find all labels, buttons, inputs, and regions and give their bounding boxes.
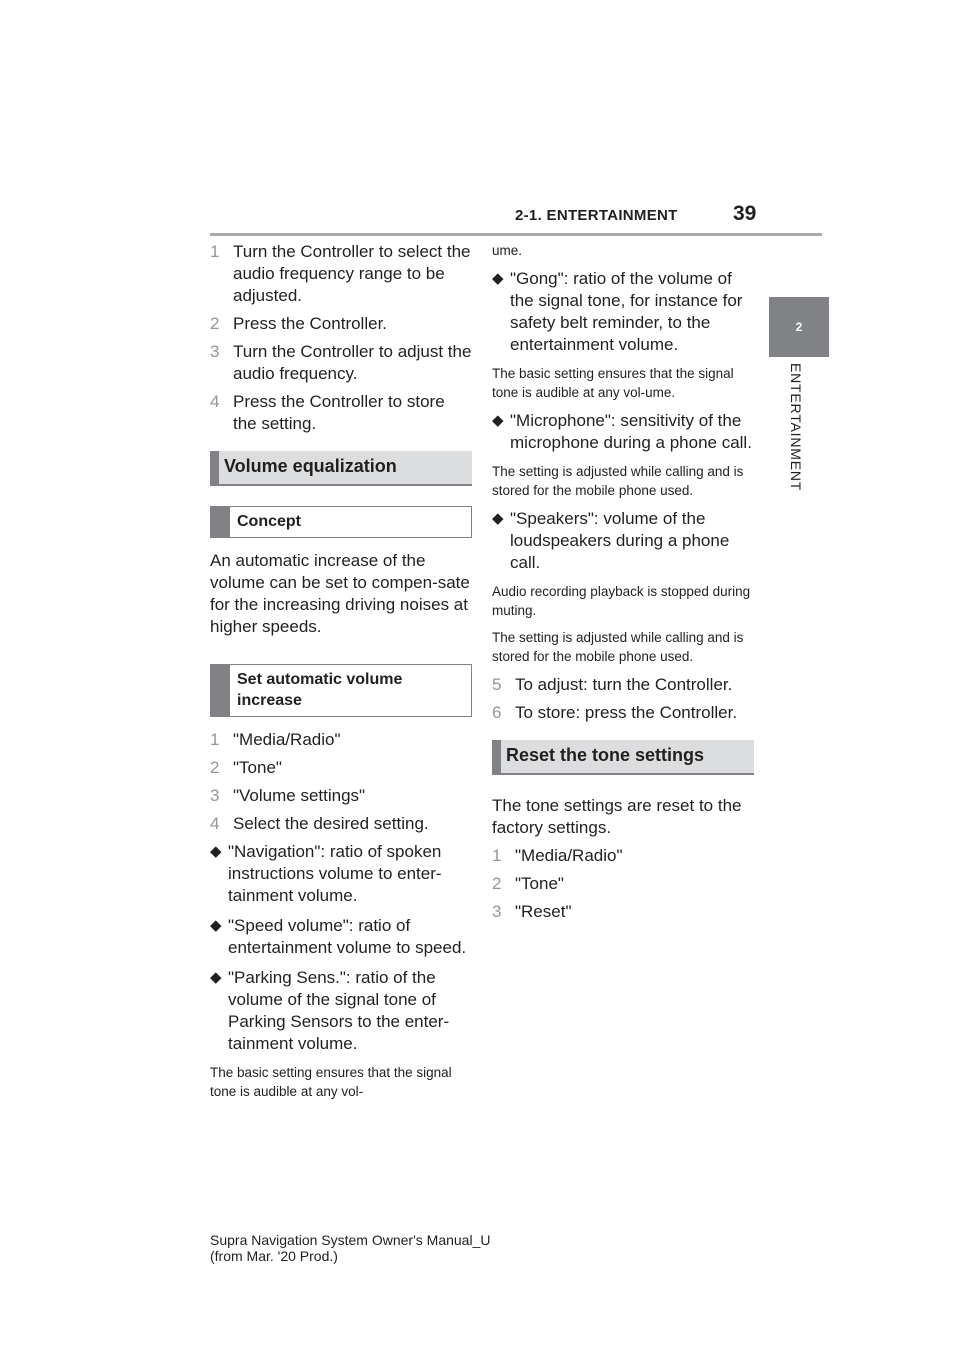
step-item: 4 Select the desired setting. <box>210 814 429 833</box>
step-item: 3 "Volume settings" <box>210 786 366 805</box>
footer-line: (from Mar. '20 Prod.) <box>210 1248 338 1264</box>
bullet-item: ◆ "Microphone": sensitivity of the microphone during a phone call. <box>492 411 752 452</box>
step-item: 1 Turn the Controller to select the audio frequency range to be adjusted. <box>210 242 471 305</box>
step-item: 1 "Media/Radio" <box>492 846 623 865</box>
heading-volume-equalization: Volume equalization <box>210 451 472 486</box>
step-item: 2 "Tone" <box>492 874 564 893</box>
bullet-item: ◆ "Gong": ratio of the volume of the signal tone, for instance for safety belt reminder, to the entertainment volume. <box>492 269 743 354</box>
step-item: 2 "Tone" <box>210 758 282 777</box>
reset-text: The tone settings are reset to the factory settings. <box>492 796 742 837</box>
step-item: 5 To adjust: turn the Controller. <box>492 675 733 694</box>
note-text: ume. <box>492 243 523 258</box>
heading-reset-tone-settings: Reset the tone settings <box>492 740 754 775</box>
subheading-set-automatic-volume: Set automatic volume increase <box>210 664 472 717</box>
bullet-item: ◆ "Speakers": volume of the loudspeakers during a phone call. <box>492 509 730 572</box>
concept-text: An automatic increase of the volume can be set to compen-sate for the increasing driving noises at higher speeds. <box>210 551 470 636</box>
note-text: The setting is adjusted while calling and is stored for the mobile phone used. <box>492 630 744 664</box>
right-column <box>492 241 754 929</box>
step-item: 2 Press the Controller. <box>210 314 388 333</box>
chapter-tab-number: 2 <box>769 297 829 357</box>
bullet-item: ◆ "Speed volume": ratio of entertainment volume to speed. <box>210 916 467 957</box>
left-column <box>210 241 472 1109</box>
bullet-item: ◆ "Navigation": ratio of spoken instructions volume to enter-tainment volume. <box>210 842 442 905</box>
step-item: 6 To store: press the Controller. <box>492 703 738 722</box>
step-item: 3 Turn the Controller to adjust the audio frequency. <box>210 342 472 383</box>
note-text: The setting is adjusted while calling and is stored for the mobile phone used. <box>492 464 744 498</box>
chapter-tab-label: ENTERTAINMENT <box>788 363 804 492</box>
bullet-item: ◆ "Parking Sens.": ratio of the volume of the signal tone of Parking Sensors to the enter-tainment volume. <box>210 968 450 1053</box>
note-text: The basic setting ensures that the signal tone is audible at any vol- <box>210 1065 452 1099</box>
step-item: 4 Press the Controller to store the setting. <box>210 392 445 433</box>
note-text: Audio recording playback is stopped during muting. <box>492 584 751 618</box>
header-rule <box>210 233 822 236</box>
page-number: 39 <box>733 202 757 225</box>
footer-line: Supra Navigation System Owner's Manual_U <box>210 1232 491 1248</box>
step-item: 3 "Reset" <box>492 902 572 921</box>
subheading-concept: Concept <box>210 506 472 538</box>
section-title: 2-1. ENTERTAINMENT <box>515 207 678 224</box>
note-text: The basic setting ensures that the signal tone is audible at any vol-ume. <box>492 366 734 400</box>
step-item: 1 "Media/Radio" <box>210 730 341 749</box>
footer <box>210 1232 490 1264</box>
